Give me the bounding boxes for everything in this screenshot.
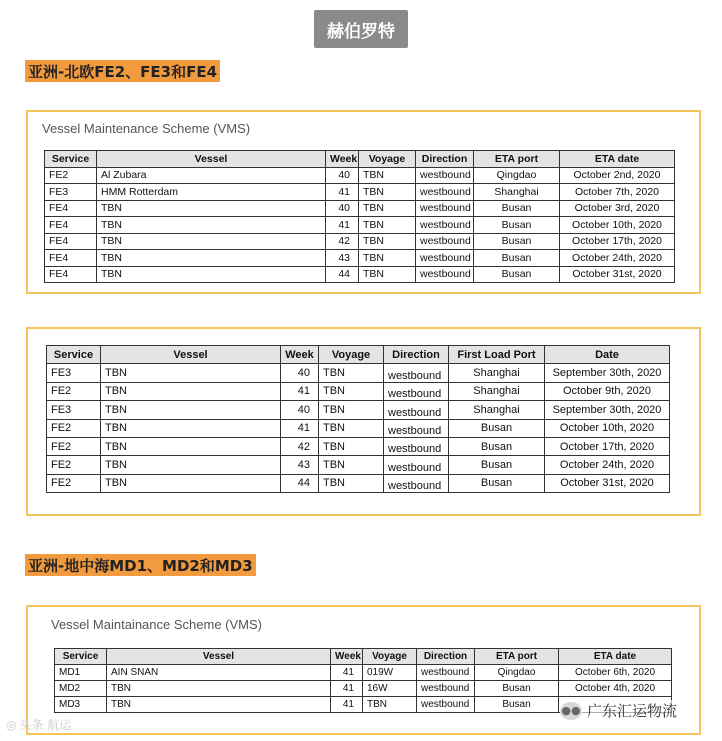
table-row: [47, 474, 670, 492]
table-cell: 40: [326, 200, 359, 217]
table-cell: Busan: [475, 697, 559, 713]
table-cell: westbound: [416, 233, 474, 250]
table-cell: TBN: [97, 217, 326, 234]
table-row: [47, 456, 670, 474]
table-cell: Busan: [475, 681, 559, 697]
column-header: Service: [45, 151, 97, 168]
table-cell: TBN: [101, 419, 281, 437]
table-row: [47, 364, 670, 382]
table-cell: TBN: [101, 437, 281, 455]
table-cell: September 30th, 2020: [545, 401, 670, 419]
table-cell: MD1: [55, 665, 107, 681]
watermark-left: [6, 716, 71, 733]
table-cell: FE3: [47, 401, 101, 419]
table-cell: FE2: [47, 437, 101, 455]
table-cell: westbound: [417, 681, 475, 697]
vms-table-2: [46, 345, 670, 493]
table-cell: FE2: [47, 456, 101, 474]
table-cell: FE2: [45, 167, 97, 184]
table-cell: Busan: [449, 419, 545, 437]
column-header: Direction: [416, 151, 474, 168]
column-header: ETA date: [559, 649, 672, 665]
table-cell: October 24th, 2020: [545, 456, 670, 474]
vms-title-3: Vessel Maintainance Scheme (VMS): [51, 617, 262, 632]
table-row: [45, 266, 675, 283]
table-row: [45, 184, 675, 201]
table-cell: HMM Rotterdam: [97, 184, 326, 201]
table-cell: Busan: [474, 200, 560, 217]
table-cell: 42: [326, 233, 359, 250]
table-cell: TBN: [101, 401, 281, 419]
table-cell: Busan: [474, 250, 560, 267]
table-cell: TBN: [359, 233, 416, 250]
table-cell: westbound: [416, 184, 474, 201]
column-header: Direction: [417, 649, 475, 665]
table-cell: TBN: [359, 167, 416, 184]
table-cell: Busan: [474, 233, 560, 250]
table-cell: 44: [326, 266, 359, 283]
table-cell: Shanghai: [449, 382, 545, 400]
table-cell: TBN: [101, 474, 281, 492]
table-row: [45, 250, 675, 267]
column-header: Week: [326, 151, 359, 168]
table-cell: FE4: [45, 266, 97, 283]
table-cell: 41: [331, 665, 363, 681]
table-cell: AIN SNAN: [107, 665, 331, 681]
table-cell: 019W: [363, 665, 417, 681]
table-cell: Shanghai: [474, 184, 560, 201]
table-cell: westbound: [384, 382, 449, 400]
table-cell: TBN: [97, 200, 326, 217]
table-cell: TBN: [319, 401, 384, 419]
table-cell: Shanghai: [449, 364, 545, 382]
table-cell: westbound: [384, 437, 449, 455]
table-cell: 43: [281, 456, 319, 474]
table-cell: 44: [281, 474, 319, 492]
table-cell: October 31st, 2020: [560, 266, 675, 283]
table-cell: westbound: [416, 200, 474, 217]
table-cell: TBN: [363, 697, 417, 713]
table-cell: FE2: [47, 419, 101, 437]
table-cell: westbound: [416, 266, 474, 283]
table-cell: 40: [326, 167, 359, 184]
table-cell: westbound: [384, 474, 449, 492]
table-cell: TBN: [319, 474, 384, 492]
table-cell: 40: [281, 364, 319, 382]
table-cell: Qingdao: [475, 665, 559, 681]
table-row: [45, 233, 675, 250]
table-cell: October 31st, 2020: [545, 474, 670, 492]
table-cell: FE2: [47, 474, 101, 492]
table-cell: October 3rd, 2020: [560, 200, 675, 217]
table-cell: October 17th, 2020: [545, 437, 670, 455]
table-cell: TBN: [101, 364, 281, 382]
table-header-row: [47, 346, 670, 364]
table-cell: TBN: [97, 266, 326, 283]
table-cell: FE4: [45, 200, 97, 217]
watermark-left-text: 头条 航运: [19, 718, 72, 732]
table-cell: MD2: [55, 681, 107, 697]
table-cell: 41: [281, 419, 319, 437]
table-cell: Busan: [474, 217, 560, 234]
table-cell: TBN: [359, 266, 416, 283]
wechat-icon: ●●: [560, 702, 582, 720]
table-cell: Al Zubara: [97, 167, 326, 184]
table-cell: October 24th, 2020: [560, 250, 675, 267]
column-header: Date: [545, 346, 670, 364]
table-cell: 42: [281, 437, 319, 455]
table-cell: TBN: [101, 382, 281, 400]
table-cell: TBN: [101, 456, 281, 474]
table-row: [47, 382, 670, 400]
table-cell: Busan: [449, 474, 545, 492]
table-cell: October 10th, 2020: [560, 217, 675, 234]
column-header: Vessel: [97, 151, 326, 168]
table-cell: TBN: [97, 233, 326, 250]
table-row: [55, 681, 672, 697]
table-cell: October 17th, 2020: [560, 233, 675, 250]
table-cell: 41: [326, 217, 359, 234]
table-cell: TBN: [359, 184, 416, 201]
column-header: Direction: [384, 346, 449, 364]
column-header: Week: [331, 649, 363, 665]
table-cell: October 2nd, 2020: [560, 167, 675, 184]
table-cell: 41: [331, 681, 363, 697]
table-cell: westbound: [384, 419, 449, 437]
table-cell: FE3: [47, 364, 101, 382]
table-cell: westbound: [384, 456, 449, 474]
table-row: [45, 200, 675, 217]
column-header: ETA port: [475, 649, 559, 665]
table-cell: TBN: [359, 250, 416, 267]
table-cell: October 9th, 2020: [545, 382, 670, 400]
watermark-right-text: 广东汇运物流: [587, 702, 678, 720]
table-cell: Busan: [449, 437, 545, 455]
table-cell: Busan: [474, 266, 560, 283]
table-cell: TBN: [107, 681, 331, 697]
table-cell: westbound: [416, 250, 474, 267]
table-header-row: [55, 649, 672, 665]
table-cell: westbound: [416, 167, 474, 184]
table-cell: October 4th, 2020: [559, 681, 672, 697]
vms-title-1: Vessel Maintenance Scheme (VMS): [42, 121, 251, 136]
table-row: [47, 419, 670, 437]
table-cell: FE4: [45, 233, 97, 250]
column-header: Service: [55, 649, 107, 665]
table-cell: October 7th, 2020: [560, 184, 675, 201]
table-cell: 41: [331, 697, 363, 713]
table-row: [45, 167, 675, 184]
column-header: Week: [281, 346, 319, 364]
table-cell: westbound: [384, 364, 449, 382]
column-header: First Load Port: [449, 346, 545, 364]
table-cell: westbound: [417, 665, 475, 681]
vms-table-1: [44, 150, 675, 283]
table-cell: TBN: [319, 456, 384, 474]
table-cell: 16W: [363, 681, 417, 697]
table-header-row: [45, 151, 675, 168]
column-header: ETA port: [474, 151, 560, 168]
column-header: Vessel: [107, 649, 331, 665]
column-header: Voyage: [363, 649, 417, 665]
table-row: [45, 217, 675, 234]
table-cell: TBN: [319, 382, 384, 400]
table-cell: FE2: [47, 382, 101, 400]
table-cell: MD3: [55, 697, 107, 713]
table-cell: September 30th, 2020: [545, 364, 670, 382]
table-cell: FE4: [45, 250, 97, 267]
table-row: [55, 665, 672, 681]
table-cell: 40: [281, 401, 319, 419]
table-cell: TBN: [107, 697, 331, 713]
table-cell: Busan: [449, 456, 545, 474]
table-cell: westbound: [417, 697, 475, 713]
table-cell: TBN: [97, 250, 326, 267]
table-cell: westbound: [384, 401, 449, 419]
section-title-asia-north-europe: 亚洲-北欧FE2、FE3和FE4: [25, 60, 220, 82]
table-cell: October 6th, 2020: [559, 665, 672, 681]
column-header: Voyage: [359, 151, 416, 168]
column-header: ETA date: [560, 151, 675, 168]
table-cell: TBN: [319, 437, 384, 455]
watermark-right: [560, 700, 677, 721]
table-cell: TBN: [359, 200, 416, 217]
column-header: Voyage: [319, 346, 384, 364]
table-cell: 41: [281, 382, 319, 400]
table-cell: TBN: [319, 364, 384, 382]
column-header: Vessel: [101, 346, 281, 364]
table-cell: FE4: [45, 217, 97, 234]
section-title-asia-mediterranean: 亚洲-地中海MD1、MD2和MD3: [25, 554, 256, 576]
toutiao-logo-icon: ◎: [6, 717, 17, 732]
table-cell: 43: [326, 250, 359, 267]
table-cell: TBN: [319, 419, 384, 437]
table-cell: Qingdao: [474, 167, 560, 184]
table-cell: TBN: [359, 217, 416, 234]
table-cell: FE3: [45, 184, 97, 201]
table-cell: October 10th, 2020: [545, 419, 670, 437]
table-row: [47, 437, 670, 455]
table-cell: 41: [326, 184, 359, 201]
carrier-badge: 赫伯罗特: [314, 10, 408, 48]
column-header: Service: [47, 346, 101, 364]
table-row: [47, 401, 670, 419]
table-cell: westbound: [416, 217, 474, 234]
table-cell: Shanghai: [449, 401, 545, 419]
